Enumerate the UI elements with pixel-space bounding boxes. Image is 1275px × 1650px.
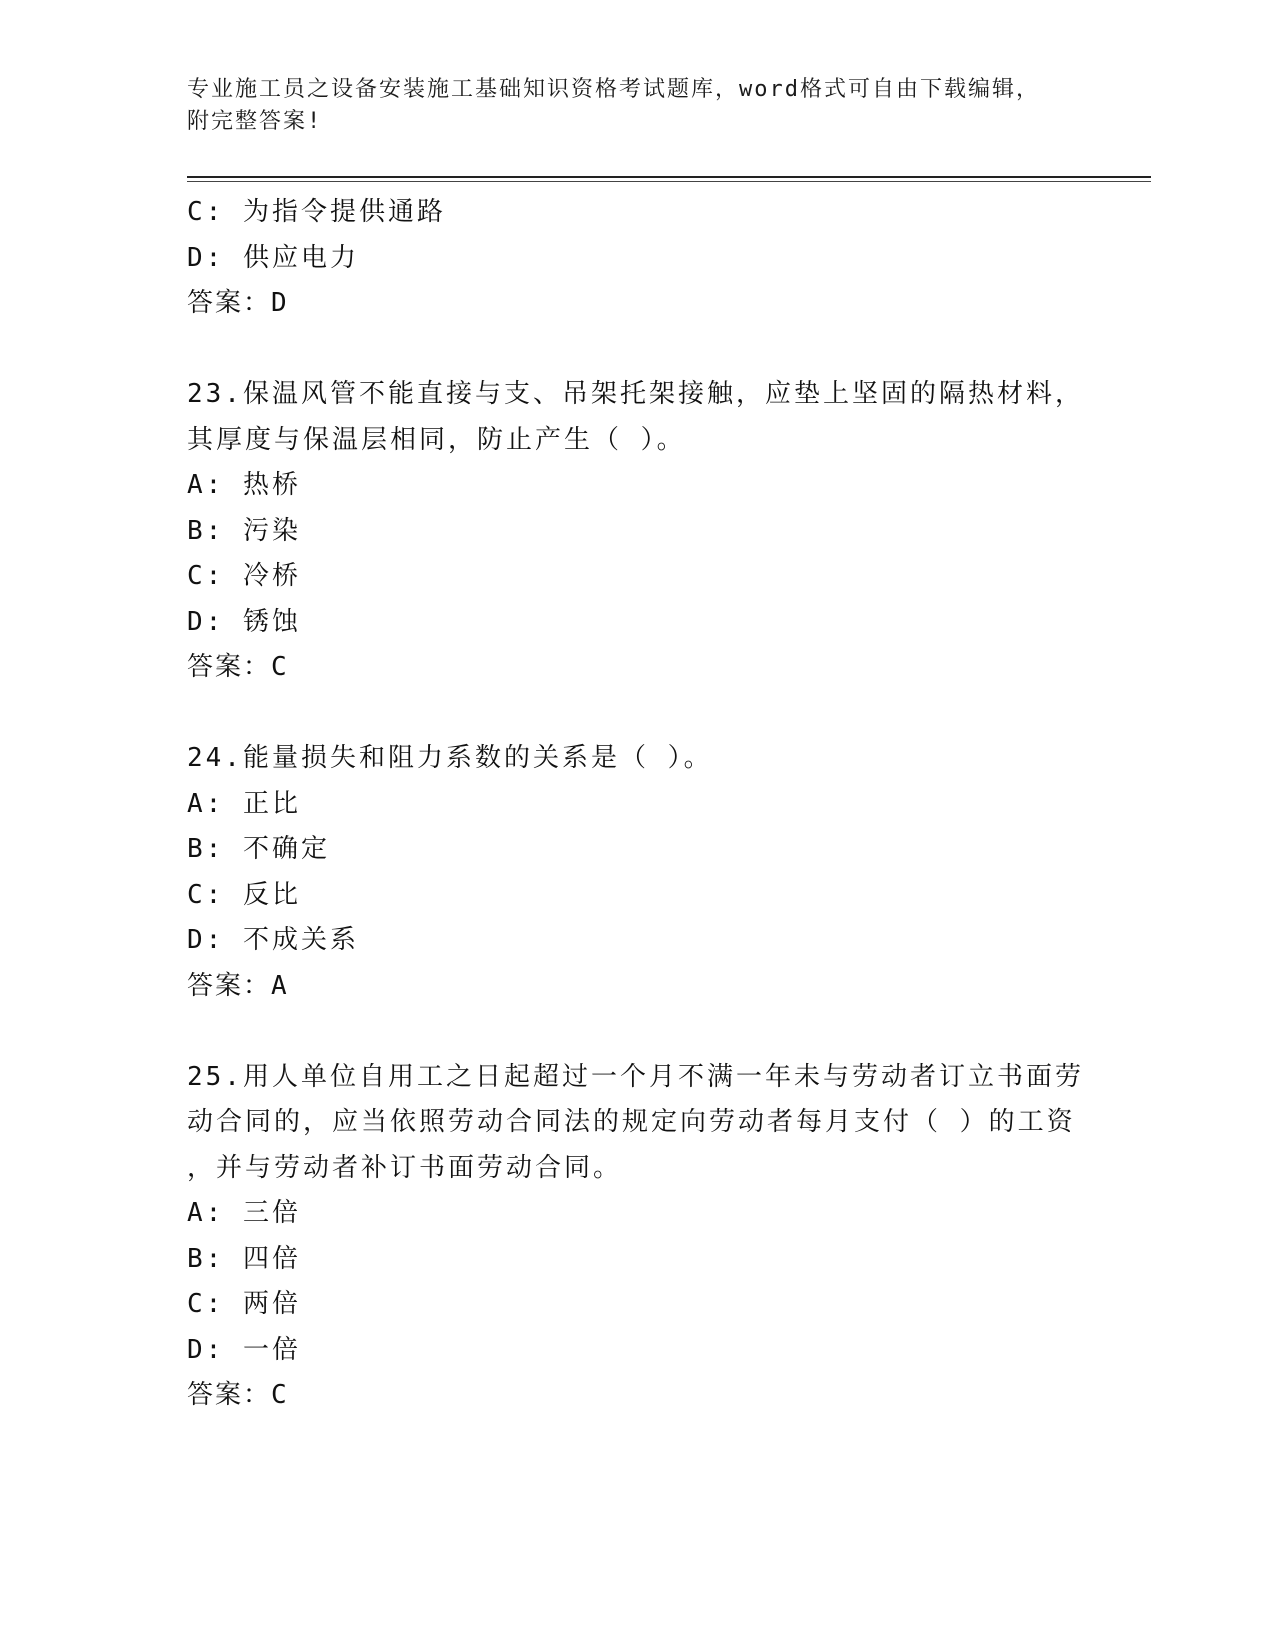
question-list (187, 190, 1087, 1419)
answer-line: 答案：A (187, 970, 289, 1001)
option-d: D: 一倍 (187, 1334, 301, 1365)
option-c: C: 两倍 (187, 1289, 301, 1319)
spacer (187, 327, 1087, 373)
option-c: C: 反比 (187, 879, 301, 910)
option-b: B: 污染 (187, 515, 301, 546)
answer-line: 答案：D (187, 288, 289, 318)
question-22-tail (187, 190, 1087, 327)
spacer (187, 1009, 1087, 1055)
option-a: A: 正比 (187, 788, 301, 819)
document-header (187, 74, 1087, 138)
question-23 (187, 372, 1087, 691)
question-stem: 25.用人单位自用工之日起超过一个月不满一年未与劳动者订立书面劳 (187, 1061, 1084, 1092)
option-c: C: 冷桥 (187, 561, 301, 591)
header-divider-thick (187, 176, 1151, 178)
question-24 (187, 736, 1087, 1009)
option-b: B: 四倍 (187, 1243, 301, 1274)
answer-line: 答案：C (187, 1380, 289, 1410)
question-25 (187, 1055, 1087, 1419)
question-stem: ，并与劳动者补订书面劳动合同。 (187, 1152, 623, 1183)
spacer (187, 691, 1087, 737)
option-d: D: 锈蚀 (187, 606, 301, 637)
option-a: A: 三倍 (187, 1198, 301, 1228)
option-c: C: 为指令提供通路 (187, 197, 446, 227)
header-divider-thin (187, 181, 1151, 182)
header-line-2: 附完整答案! (187, 109, 323, 134)
answer-line: 答案：C (187, 652, 289, 682)
question-stem: 其厚度与保温层相同，防止产生（ ）。 (187, 424, 686, 455)
question-stem: 动合同的，应当依照劳动合同法的规定向劳动者每月支付（ ）的工资 (187, 1107, 1076, 1137)
option-d: D: 供应电力 (187, 242, 359, 273)
option-a: A: 热桥 (187, 470, 301, 500)
option-b: B: 不确定 (187, 834, 330, 864)
question-stem: 24.能量损失和阻力系数的关系是（ ）。 (187, 743, 713, 773)
question-stem: 23.保温风管不能直接与支、吊架托架接触，应垫上坚固的隔热材料， (187, 379, 1084, 409)
header-line-1: 专业施工员之设备安装施工基础知识资格考试题库，word格式可自由下载编辑， (187, 77, 1040, 102)
option-d: D: 不成关系 (187, 925, 359, 955)
